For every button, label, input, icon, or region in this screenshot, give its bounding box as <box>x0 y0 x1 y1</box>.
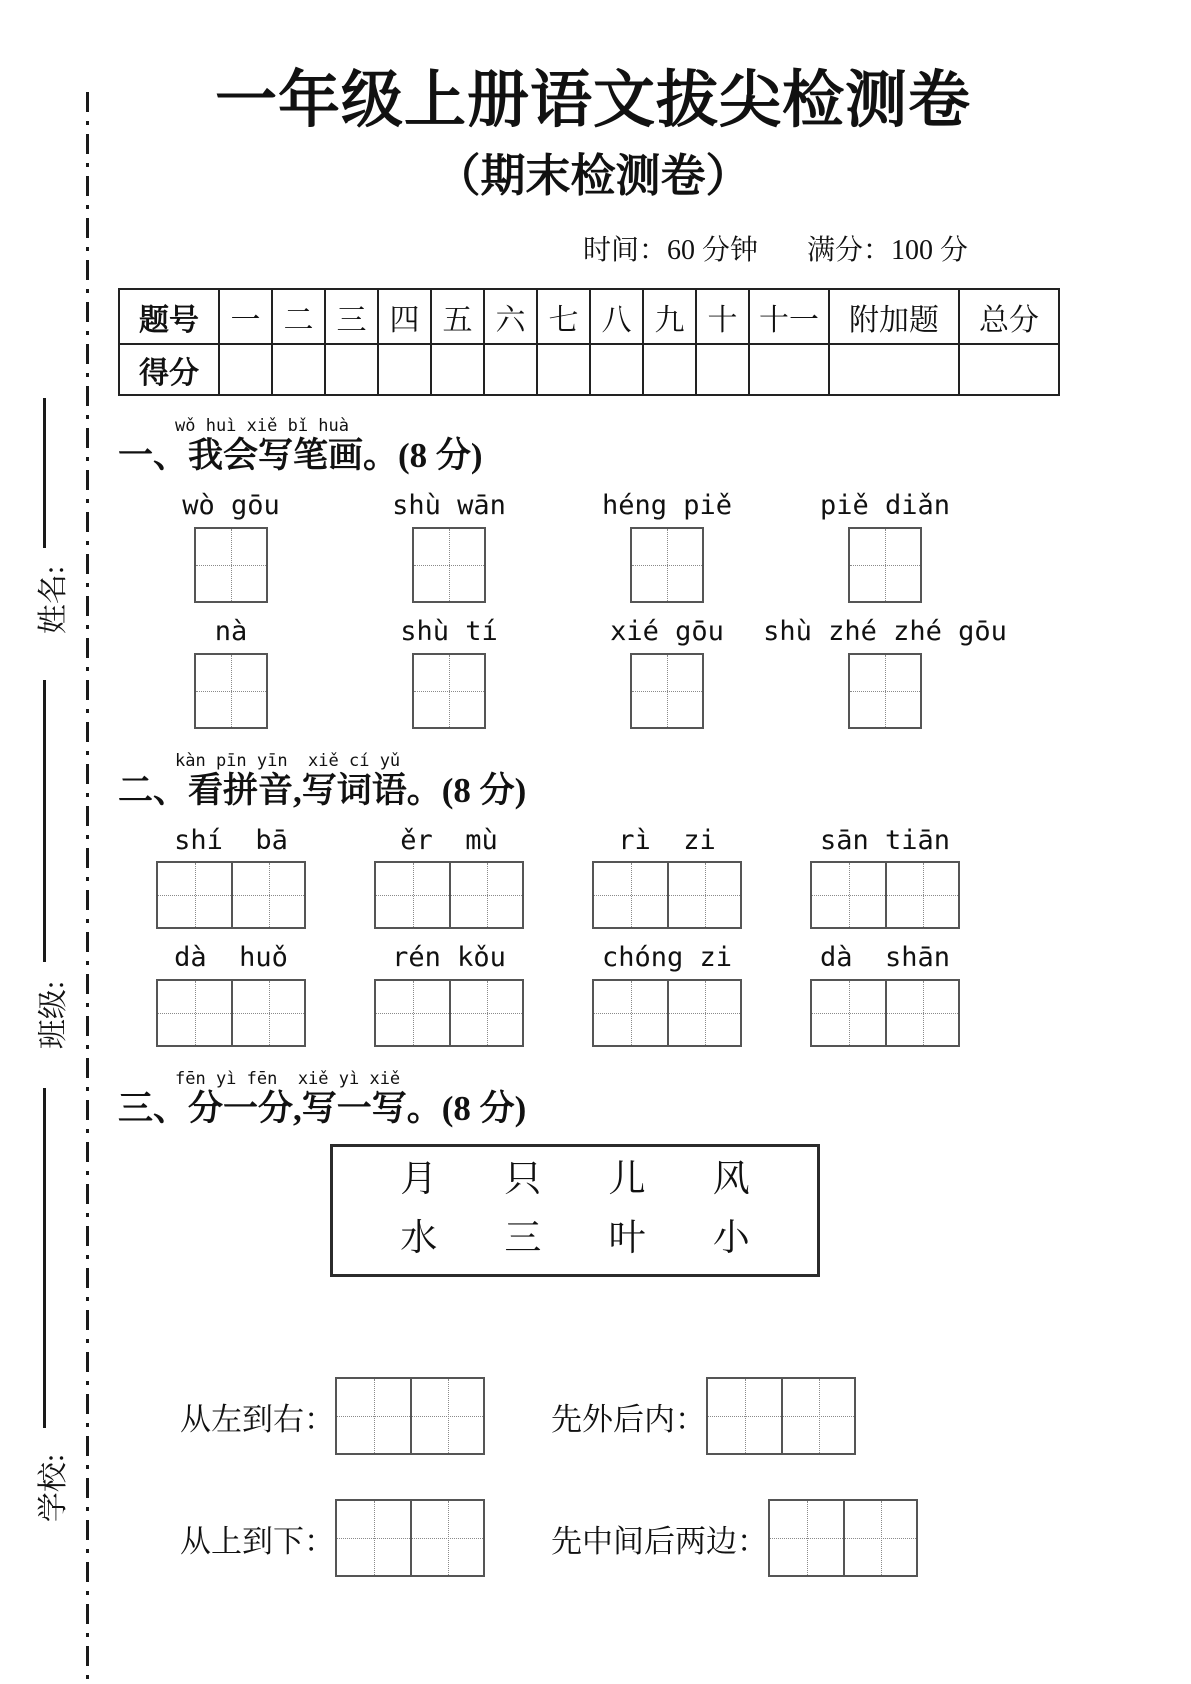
col-header: 十一 <box>749 289 829 344</box>
score-row-label: 得分 <box>119 344 219 395</box>
score-table <box>118 288 1060 396</box>
pinyin-label: shù wān <box>392 490 506 522</box>
task-row-1 <box>180 1377 1068 1455</box>
writing-box <box>412 653 486 729</box>
task-label-left-to-right: 从左到右： <box>180 1401 335 1437</box>
tianzige-cell[interactable] <box>231 981 304 1045</box>
pinyin-label: ěr mù <box>400 824 498 856</box>
score-table-header-row <box>119 289 1059 344</box>
page-title: 一年级上册语文拔尖检测卷 <box>214 67 971 135</box>
tianzige-cell[interactable] <box>158 981 231 1045</box>
tianzige-cell[interactable] <box>812 863 885 927</box>
writing-box <box>810 979 960 1047</box>
stroke-item <box>776 491 994 603</box>
tianzige-cell[interactable] <box>337 1501 410 1575</box>
writing-box <box>592 861 742 929</box>
pool-char: 小 <box>712 1217 750 1259</box>
writing-box <box>194 653 268 729</box>
tianzige-cell[interactable] <box>414 655 484 727</box>
col-header: 十 <box>696 289 749 344</box>
writing-box <box>630 653 704 729</box>
pinyin-label: shù zhé zhé gōu <box>763 615 1007 647</box>
pinyin-label: wò gōu <box>182 490 280 522</box>
section-1 <box>118 418 1068 728</box>
tianzige-cell[interactable] <box>632 529 702 601</box>
tianzige-cell[interactable] <box>770 1501 843 1575</box>
word-item <box>558 826 776 930</box>
word-item <box>340 943 558 1047</box>
writing-box <box>374 861 524 929</box>
pinyin-label: sān tiān <box>819 824 951 856</box>
fold-line <box>86 92 89 1684</box>
pinyin-label: rì zi <box>618 824 716 856</box>
writing-box <box>848 527 922 603</box>
word-item <box>558 943 776 1047</box>
task-label-top-to-bottom: 从上到下： <box>180 1523 335 1559</box>
section-3 <box>118 1071 1068 1577</box>
task-label-outside-first: 先外后内： <box>551 1401 706 1437</box>
writing-box <box>706 1377 856 1455</box>
page-subtitle: （期末检测卷） <box>435 151 751 202</box>
col-header: 一 <box>219 289 272 344</box>
class-label: 班级: <box>37 980 70 1050</box>
pool-char: 只 <box>504 1159 542 1201</box>
pool-char: 儿 <box>608 1159 646 1201</box>
class-blank-line[interactable] <box>43 680 46 962</box>
col-header: 六 <box>484 289 537 344</box>
writing-box <box>156 979 306 1047</box>
tianzige-cell[interactable] <box>196 529 266 601</box>
section-2-row-2 <box>122 943 1068 1047</box>
score-cell[interactable] <box>325 344 378 395</box>
tianzige-cell[interactable] <box>667 863 740 927</box>
exam-paper <box>118 0 1068 1577</box>
pool-char: 三 <box>504 1217 542 1259</box>
tianzige-cell[interactable] <box>667 981 740 1045</box>
pool-char: 水 <box>400 1217 438 1259</box>
score-cell[interactable] <box>590 344 643 395</box>
tianzige-cell[interactable] <box>885 981 958 1045</box>
col-header: 四 <box>378 289 431 344</box>
writing-box <box>335 1377 485 1455</box>
tianzige-cell[interactable] <box>843 1501 916 1575</box>
writing-box <box>374 979 524 1047</box>
pool-char: 月 <box>400 1159 438 1201</box>
section-3-pinyin: fēn yì fēn xiě yì xiě <box>175 1069 401 1090</box>
section-1-row-2 <box>122 617 1068 729</box>
stroke-item <box>122 491 340 603</box>
tianzige-cell[interactable] <box>231 863 304 927</box>
word-item <box>122 826 340 930</box>
pinyin-label: shí bā <box>174 824 288 856</box>
pinyin-label: shù tí <box>400 615 498 647</box>
tianzige-cell[interactable] <box>850 655 920 727</box>
word-item <box>776 943 994 1047</box>
pool-row-1 <box>333 1159 817 1202</box>
tianzige-cell[interactable] <box>850 529 920 601</box>
school-label: 学校: <box>37 1453 70 1523</box>
pinyin-label: héng piě <box>601 490 733 522</box>
writing-box <box>848 653 922 729</box>
col-header: 八 <box>590 289 643 344</box>
stroke-item <box>340 617 558 729</box>
pinyin-label: chóng zi <box>601 942 733 974</box>
score-table-score-row <box>119 344 1059 395</box>
word-item <box>340 826 558 930</box>
pinyin-label: piě diǎn <box>819 490 951 522</box>
writing-box <box>630 527 704 603</box>
col-header: 九 <box>643 289 696 344</box>
name-blank-line[interactable] <box>43 398 46 548</box>
word-item <box>776 826 994 930</box>
writing-box <box>335 1499 485 1577</box>
col-header: 七 <box>537 289 590 344</box>
tianzige-cell[interactable] <box>781 1379 854 1453</box>
tianzige-cell[interactable] <box>632 655 702 727</box>
tianzige-cell[interactable] <box>410 1379 483 1453</box>
section-1-row-1 <box>122 491 1068 603</box>
writing-box <box>592 979 742 1047</box>
col-header: 附加题 <box>829 289 959 344</box>
col-header: 三 <box>325 289 378 344</box>
col-header: 总分 <box>959 289 1059 344</box>
writing-box <box>156 861 306 929</box>
tianzige-cell[interactable] <box>594 981 667 1045</box>
stroke-item <box>763 615 1007 729</box>
writing-box <box>810 861 960 929</box>
tianzige-cell[interactable] <box>414 529 484 601</box>
pinyin-label: nà <box>214 615 248 647</box>
tianzige-cell[interactable] <box>410 1501 483 1575</box>
score-cell[interactable] <box>431 344 484 395</box>
exam-meta <box>118 228 1068 268</box>
section-2-row-1 <box>122 826 1068 930</box>
tianzige-cell[interactable] <box>376 981 449 1045</box>
tianzige-cell[interactable] <box>376 863 449 927</box>
tianzige-cell[interactable] <box>885 863 958 927</box>
section-2-pinyin: kàn pīn yīn xiě cí yǔ <box>175 750 401 771</box>
tianzige-cell[interactable] <box>812 981 885 1045</box>
tianzige-cell[interactable] <box>449 981 522 1045</box>
writing-box <box>194 527 268 603</box>
score-cell[interactable] <box>378 344 431 395</box>
school-blank-line[interactable] <box>43 1088 46 1428</box>
section-1-pinyin: wǒ huì xiě bǐ huà <box>175 416 349 437</box>
pool-row-2 <box>333 1218 817 1261</box>
score-cell[interactable] <box>537 344 590 395</box>
tianzige-cell[interactable] <box>708 1379 781 1453</box>
score-cell[interactable] <box>484 344 537 395</box>
col-header: 五 <box>431 289 484 344</box>
section-2-title: 二、看拼音,写词语。(8 分) <box>118 770 527 810</box>
character-pool-box <box>330 1144 820 1277</box>
tianzige-cell[interactable] <box>196 655 266 727</box>
score-cell[interactable] <box>219 344 272 395</box>
task-row-2 <box>180 1499 1068 1577</box>
pinyin-label: dà shān <box>819 942 951 974</box>
word-item <box>122 943 340 1047</box>
score-cell[interactable] <box>959 344 1059 395</box>
task-label-middle-first: 先中间后两边： <box>551 1523 768 1559</box>
pool-char: 叶 <box>608 1217 646 1259</box>
writing-box <box>768 1499 918 1577</box>
tianzige-cell[interactable] <box>158 863 231 927</box>
question-number-label: 题号 <box>119 289 219 344</box>
full-score: 满分：100 分 <box>806 235 968 267</box>
tianzige-cell[interactable] <box>449 863 522 927</box>
col-header: 二 <box>272 289 325 344</box>
time-limit: 时间：60 分钟 <box>582 235 758 267</box>
section-2 <box>118 750 1068 1047</box>
pinyin-label: dà huǒ <box>174 942 288 974</box>
tianzige-cell[interactable] <box>594 863 667 927</box>
pool-char: 风 <box>712 1159 750 1201</box>
writing-box <box>412 527 486 603</box>
score-cell[interactable] <box>829 344 959 395</box>
stroke-item <box>340 491 558 603</box>
score-cell[interactable] <box>749 344 829 395</box>
score-cell[interactable] <box>272 344 325 395</box>
pinyin-label: rén kǒu <box>392 942 506 974</box>
tianzige-cell[interactable] <box>337 1379 410 1453</box>
name-label: 姓名: <box>37 565 70 635</box>
score-cell[interactable] <box>643 344 696 395</box>
section-1-title: 一、我会写笔画。(8 分) <box>118 436 483 476</box>
pinyin-label: xié gōu <box>610 615 724 647</box>
section-3-title: 三、分一分,写一写。(8 分) <box>118 1089 527 1129</box>
stroke-item <box>558 491 776 603</box>
score-cell[interactable] <box>696 344 749 395</box>
stroke-item <box>558 617 776 729</box>
stroke-item <box>122 617 340 729</box>
